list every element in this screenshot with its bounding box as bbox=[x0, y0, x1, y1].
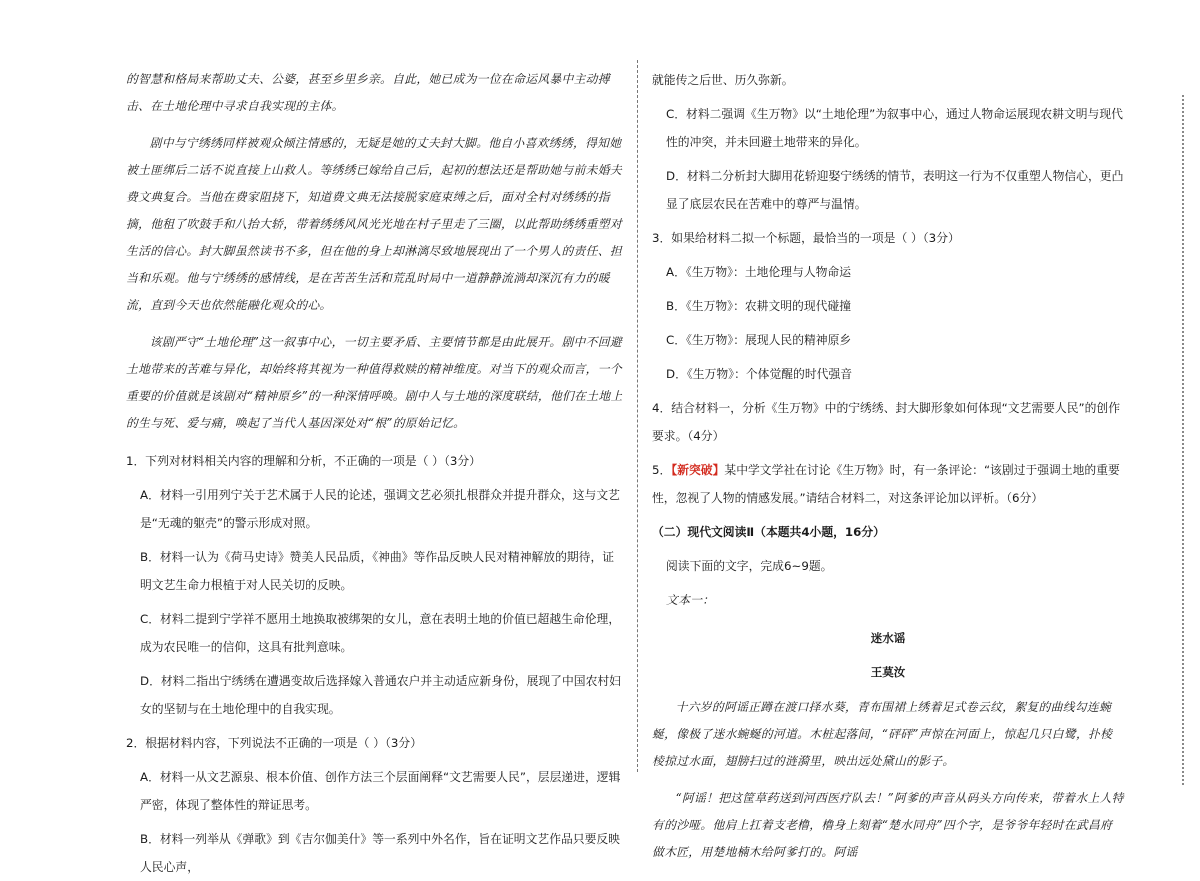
question-5-number: 5． bbox=[652, 463, 672, 477]
question-2-option-b: B．材料一列举从《弹歌》到《吉尔伽美什》等一系列中外名作，旨在证明文艺作品只要反映人民心声， bbox=[140, 832, 620, 874]
question-5-tag: 【新突破】 bbox=[671, 463, 725, 477]
question-1-option-b: B．材料一认为《荷马史诗》赞美人民品质，《神曲》等作品反映人民对精神解放的期待，证明文艺生命力根植于对人民关切的反映。 bbox=[140, 550, 615, 592]
question-3-option-c: C．《生万物》：展现人民的精神原乡 bbox=[666, 333, 852, 347]
question-3: 3．如果给材料二拟一个标题，最恰当的一项是（ ）（3分） bbox=[652, 231, 960, 245]
question-5-text: 某中学文学社在讨论《生万物》时，有一条评论：“该剧过于强调土地的重要性，忽视了人物的情感发展。”请结合材料二，对这条评论加以评析。（6分） bbox=[652, 463, 1120, 505]
story-author: 王莫汝 bbox=[870, 665, 906, 679]
question-2-option-c: C．材料二强调《生万物》以“土地伦理”为叙事中心，通过人物命运展现农耕文明与现代性的冲突，并未回避土地带来的异化。 bbox=[666, 107, 1123, 149]
passage-paragraph-fengdajiao: 剧中与宁绣绣同样被观众倾注情感的，无疑是她的丈夫封大脚。他自小喜欢绣绣，得知她被土匪绑后二话不说直接上山救人。等绣绣已嫁给自己后，起初的想法还是帮助她与前未婚夫费文典复合。当他在费家阻挠下，知道费文典无法接脱家庭束缚之后，面对全村对绣绣的指摘，他租了吹鼓手和八抬大轿，带着绣绣风风光光地在村子里走了三圈，以此帮助绣绣重塑对生活的信心。封大脚虽然读书不多，但在他的身上却淋漓尽致地展现出了一个男人的责任、担当和乐观。他与宁绣绣的感情线，是在苦苦生活和荒乱时局中一道静静流淌却深沉有力的暖流，直到今天也依然能融化观众的心。 bbox=[126, 136, 622, 312]
binding-dotted-line bbox=[1182, 95, 1184, 785]
story-paragraph-2: “阿谣！把这筐草药送到河西医疗队去！”阿爹的声音从码头方向传来，带着水上人特有的沙哑。他肩上扛着支老橹，橹身上刻着“楚水同舟”四个字，是爷爷年轻时在武昌府做木匠，用楚地楠木给阿爹打的。阿谣 bbox=[652, 791, 1124, 859]
question-1: 1．下列对材料相关内容的理解和分析，不正确的一项是（ ）（3分） bbox=[126, 454, 481, 468]
question-5 bbox=[652, 456, 1124, 512]
question-4: 4．结合材料一，分析《生万物》中的宁绣绣、封大脚形象如何体现“文艺需要人民”的创作要求。（4分） bbox=[652, 401, 1121, 443]
question-3-option-d: D．《生万物》：个体觉醒的时代强音 bbox=[666, 367, 853, 381]
passage-paragraph-intro-end: 的智慧和格局来帮助丈夫、公婆，甚至乡里乡亲。自此，她已成为一位在命运风暴中主动搏击、在土地伦理中寻求自我实现的主体。 bbox=[126, 72, 610, 113]
question-1-option-c: C．材料二提到宁学祥不愿用土地换取被绑架的女儿，意在表明土地的价值已超越生命伦理，成为农民唯一的信仰，这具有批判意味。 bbox=[140, 612, 621, 654]
passage-paragraph-land-ethics: 该剧严守“土地伦理”这一叙事中心，一切主要矛盾、主要情节都是由此展开。剧中不回避土地带来的苦难与异化，却始终将其视为一种值得救赎的精神维度。对当下的观众而言，一个重要的价值就是该剧对“精神原乡”的一种深情呼唤。剧中人与土地的深度联结，他们在土地上的生与死、爱与痛，唤起了当代人基因深处对“根”的原始记忆。 bbox=[126, 335, 623, 430]
story-paragraph-1: 十六岁的阿谣正蹲在渡口择水葵，青布围裙上绣着足式卷云纹，絮复的曲线勾连蜿蜒，像极了迷水蜿蜒的河道。木桩起落间，“砰砰”声惊在河面上，惊起几只白鹭，扑棱棱掠过水面，翅膀扫过的涟漪里，映出远处黛山的影子。 bbox=[652, 700, 1113, 768]
question-2: 2．根据材料内容，下列说法不正确的一项是（ ）（3分） bbox=[126, 736, 422, 750]
question-2-option-d: D．材料二分析封大脚用花轿迎娶宁绣绣的情节，表明这一行为不仅重塑人物信心，更凸显了底层农民在苦难中的尊严与温情。 bbox=[666, 169, 1124, 211]
reading-instruction: 阅读下面的文字，完成6~9题。 bbox=[666, 559, 833, 573]
right-column bbox=[652, 66, 1124, 866]
left-column bbox=[126, 66, 624, 881]
story-title: 迷水谣 bbox=[870, 631, 906, 645]
text-one-label: 文本一： bbox=[666, 593, 715, 607]
question-3-option-b: B．《生万物》：农耕文明的现代碰撞 bbox=[666, 299, 852, 313]
column-divider bbox=[637, 60, 638, 772]
question-2-option-a: A．材料一从文艺源泉、根本价值、创作方法三个层面阐释“文艺需要人民”，层层递进，逻辑严密，体现了整体性的辩证思考。 bbox=[140, 770, 621, 812]
question-1-option-d: D．材料二指出宁绣绣在遭遇变故后选择嫁入普通农户并主动适应新身份，展现了中国农村妇女的坚韧与在土地伦理中的自我实现。 bbox=[140, 674, 621, 716]
question-2-option-b-continued: 就能传之后世、历久弥新。 bbox=[652, 73, 794, 87]
question-3-option-a: A．《生万物》：土地伦理与人物命运 bbox=[666, 265, 852, 279]
question-1-option-a: A．材料一引用列宁关于艺术属于人民的论述，强调文艺必须扎根群众并提升群众，这与文艺是“无魂的躯壳”的警示形成对照。 bbox=[140, 488, 620, 530]
section-heading: （二）现代文阅读Ⅱ（本题共4小题，16分） bbox=[652, 525, 885, 539]
